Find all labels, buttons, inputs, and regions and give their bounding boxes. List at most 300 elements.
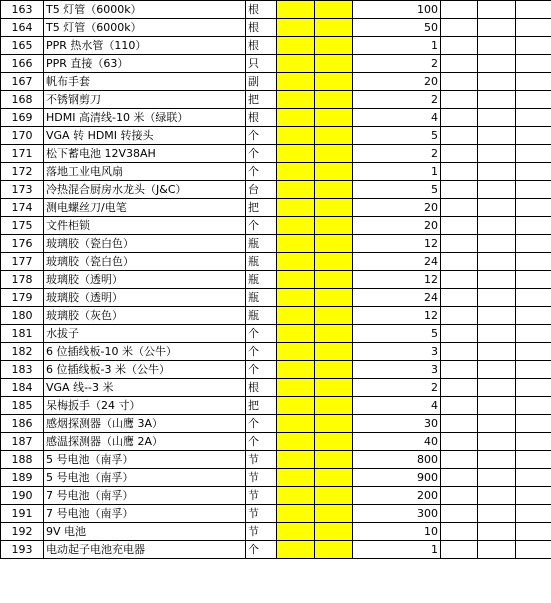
item-name-cell[interactable]: 松下蓄电池 12V38AH (44, 145, 246, 163)
empty-cell[interactable] (516, 217, 551, 235)
table-row (1, 415, 551, 433)
empty-cell[interactable] (516, 433, 551, 451)
highlight-cell[interactable] (315, 37, 353, 55)
row-number-cell[interactable]: 184 (1, 379, 44, 397)
row-number-cell[interactable]: 193 (1, 541, 44, 559)
unit-cell[interactable]: 节 (246, 505, 277, 523)
table-row (1, 361, 551, 379)
empty-cell[interactable] (441, 217, 478, 235)
empty-cell[interactable] (478, 487, 516, 505)
unit-cell[interactable]: 只 (246, 55, 277, 73)
row-number-cell[interactable]: 166 (1, 55, 44, 73)
highlight-cell[interactable] (277, 109, 315, 127)
empty-cell[interactable] (441, 361, 478, 379)
empty-cell[interactable] (516, 289, 551, 307)
item-name-cell[interactable]: 电动起子电池充电器 (44, 541, 246, 559)
table-row (1, 109, 551, 127)
unit-cell[interactable]: 根 (246, 109, 277, 127)
highlight-cell[interactable] (315, 127, 353, 145)
row-number-cell[interactable]: 173 (1, 181, 44, 199)
unit-cell[interactable]: 节 (246, 451, 277, 469)
highlight-cell[interactable] (315, 181, 353, 199)
item-name-cell[interactable]: 帆布手套 (44, 73, 246, 91)
empty-cell[interactable] (516, 361, 551, 379)
highlight-cell[interactable] (277, 181, 315, 199)
empty-cell[interactable] (441, 1, 478, 19)
table-row (1, 505, 551, 523)
empty-cell[interactable] (441, 73, 478, 91)
unit-cell[interactable]: 个 (246, 343, 277, 361)
item-name-cell[interactable]: 7 号电池（南孚） (44, 487, 246, 505)
row-number-cell[interactable]: 171 (1, 145, 44, 163)
item-name-cell[interactable]: 测电螺丝刀/电笔 (44, 199, 246, 217)
empty-cell[interactable] (478, 379, 516, 397)
highlight-cell[interactable] (277, 217, 315, 235)
highlight-cell[interactable] (277, 541, 315, 559)
empty-cell[interactable] (478, 109, 516, 127)
table-row (1, 253, 551, 271)
highlight-cell[interactable] (277, 253, 315, 271)
unit-cell[interactable]: 个 (246, 361, 277, 379)
item-name-cell[interactable]: 冷热混合厨房水龙头（J&C） (44, 181, 246, 199)
table-row (1, 397, 551, 415)
row-number-cell[interactable]: 164 (1, 19, 44, 37)
empty-cell[interactable] (478, 415, 516, 433)
item-name-cell[interactable]: VGA 线--3 米 (44, 379, 246, 397)
empty-cell[interactable] (478, 397, 516, 415)
quantity-cell[interactable]: 1 (353, 163, 441, 181)
quantity-cell[interactable]: 100 (353, 1, 441, 19)
empty-cell[interactable] (441, 181, 478, 199)
empty-cell[interactable] (478, 181, 516, 199)
quantity-cell[interactable]: 10 (353, 523, 441, 541)
empty-cell[interactable] (516, 523, 551, 541)
empty-cell[interactable] (516, 127, 551, 145)
highlight-cell[interactable] (277, 433, 315, 451)
row-number-cell[interactable]: 175 (1, 217, 44, 235)
empty-cell[interactable] (441, 19, 478, 37)
quantity-cell[interactable]: 2 (353, 145, 441, 163)
highlight-cell[interactable] (315, 433, 353, 451)
item-name-cell[interactable]: 水拔子 (44, 325, 246, 343)
highlight-cell[interactable] (277, 289, 315, 307)
unit-cell[interactable]: 根 (246, 37, 277, 55)
empty-cell[interactable] (478, 325, 516, 343)
highlight-cell[interactable] (277, 451, 315, 469)
empty-cell[interactable] (516, 253, 551, 271)
row-number-cell[interactable]: 185 (1, 397, 44, 415)
unit-cell[interactable]: 个 (246, 433, 277, 451)
empty-cell[interactable] (478, 361, 516, 379)
highlight-cell[interactable] (315, 541, 353, 559)
empty-cell[interactable] (478, 451, 516, 469)
empty-cell[interactable] (516, 325, 551, 343)
unit-cell[interactable]: 个 (246, 163, 277, 181)
quantity-cell[interactable]: 30 (353, 415, 441, 433)
empty-cell[interactable] (478, 253, 516, 271)
empty-cell[interactable] (516, 235, 551, 253)
row-number-cell[interactable]: 174 (1, 199, 44, 217)
empty-cell[interactable] (441, 505, 478, 523)
highlight-cell[interactable] (315, 289, 353, 307)
empty-cell[interactable] (516, 415, 551, 433)
highlight-cell[interactable] (277, 469, 315, 487)
item-name-cell[interactable]: 7 号电池（南孚） (44, 505, 246, 523)
empty-cell[interactable] (441, 415, 478, 433)
highlight-cell[interactable] (315, 523, 353, 541)
empty-cell[interactable] (478, 433, 516, 451)
highlight-cell[interactable] (277, 73, 315, 91)
highlight-cell[interactable] (277, 397, 315, 415)
empty-cell[interactable] (478, 541, 516, 559)
empty-cell[interactable] (441, 55, 478, 73)
empty-cell[interactable] (478, 235, 516, 253)
highlight-cell[interactable] (315, 73, 353, 91)
empty-cell[interactable] (478, 55, 516, 73)
empty-cell[interactable] (441, 343, 478, 361)
highlight-cell[interactable] (315, 19, 353, 37)
item-name-cell[interactable]: 落地工业电风扇 (44, 163, 246, 181)
row-number-cell[interactable]: 165 (1, 37, 44, 55)
quantity-cell[interactable]: 300 (353, 505, 441, 523)
row-number-cell[interactable]: 191 (1, 505, 44, 523)
empty-cell[interactable] (516, 379, 551, 397)
quantity-cell[interactable]: 24 (353, 289, 441, 307)
row-number-cell[interactable]: 187 (1, 433, 44, 451)
highlight-cell[interactable] (315, 109, 353, 127)
empty-cell[interactable] (516, 181, 551, 199)
quantity-cell[interactable]: 24 (353, 253, 441, 271)
empty-cell[interactable] (516, 307, 551, 325)
row-number-cell[interactable]: 192 (1, 523, 44, 541)
empty-cell[interactable] (478, 307, 516, 325)
empty-cell[interactable] (516, 343, 551, 361)
highlight-cell[interactable] (315, 235, 353, 253)
table-row (1, 37, 551, 55)
empty-cell[interactable] (516, 163, 551, 181)
item-name-cell[interactable]: 玻璃胶（灰色） (44, 307, 246, 325)
quantity-cell[interactable]: 5 (353, 325, 441, 343)
highlight-cell[interactable] (315, 397, 353, 415)
empty-cell[interactable] (478, 199, 516, 217)
empty-cell[interactable] (441, 271, 478, 289)
row-number-cell[interactable]: 168 (1, 91, 44, 109)
quantity-cell[interactable]: 40 (353, 433, 441, 451)
row-number-cell[interactable]: 188 (1, 451, 44, 469)
quantity-cell[interactable]: 1 (353, 37, 441, 55)
unit-cell[interactable]: 根 (246, 379, 277, 397)
quantity-cell[interactable]: 4 (353, 109, 441, 127)
empty-cell[interactable] (478, 73, 516, 91)
empty-cell[interactable] (516, 541, 551, 559)
highlight-cell[interactable] (315, 91, 353, 109)
quantity-cell[interactable]: 900 (353, 469, 441, 487)
table-row (1, 271, 551, 289)
quantity-cell[interactable]: 2 (353, 55, 441, 73)
empty-cell[interactable] (516, 19, 551, 37)
item-name-cell[interactable]: 感烟探测器（山鹰 3A） (44, 415, 246, 433)
empty-cell[interactable] (441, 397, 478, 415)
empty-cell[interactable] (478, 343, 516, 361)
empty-cell[interactable] (478, 163, 516, 181)
empty-cell[interactable] (478, 37, 516, 55)
unit-cell[interactable]: 根 (246, 19, 277, 37)
item-name-cell[interactable]: 不锈钢剪刀 (44, 91, 246, 109)
highlight-cell[interactable] (277, 145, 315, 163)
row-number-cell[interactable]: 180 (1, 307, 44, 325)
unit-cell[interactable]: 瓶 (246, 289, 277, 307)
row-number-cell[interactable]: 172 (1, 163, 44, 181)
quantity-cell[interactable]: 1 (353, 541, 441, 559)
empty-cell[interactable] (478, 523, 516, 541)
row-number-cell[interactable]: 163 (1, 1, 44, 19)
row-number-cell[interactable]: 167 (1, 73, 44, 91)
highlight-cell[interactable] (277, 415, 315, 433)
unit-cell[interactable]: 个 (246, 415, 277, 433)
table-row (1, 199, 551, 217)
highlight-cell[interactable] (277, 379, 315, 397)
empty-cell[interactable] (478, 289, 516, 307)
row-number-cell[interactable]: 170 (1, 127, 44, 145)
empty-cell[interactable] (441, 163, 478, 181)
item-name-cell[interactable]: 玻璃胶（透明） (44, 289, 246, 307)
table-row (1, 469, 551, 487)
quantity-cell[interactable]: 5 (353, 127, 441, 145)
empty-cell[interactable] (516, 91, 551, 109)
unit-cell[interactable]: 瓶 (246, 235, 277, 253)
highlight-cell[interactable] (315, 55, 353, 73)
highlight-cell[interactable] (315, 361, 353, 379)
empty-cell[interactable] (516, 1, 551, 19)
quantity-cell[interactable]: 12 (353, 271, 441, 289)
highlight-cell[interactable] (315, 325, 353, 343)
table-row (1, 289, 551, 307)
row-number-cell[interactable]: 186 (1, 415, 44, 433)
quantity-cell[interactable]: 12 (353, 307, 441, 325)
highlight-cell[interactable] (315, 145, 353, 163)
empty-cell[interactable] (441, 109, 478, 127)
empty-cell[interactable] (441, 325, 478, 343)
item-name-cell[interactable]: VGA 转 HDMI 转接头 (44, 127, 246, 145)
empty-cell[interactable] (516, 271, 551, 289)
empty-cell[interactable] (516, 55, 551, 73)
empty-cell[interactable] (478, 505, 516, 523)
empty-cell[interactable] (478, 217, 516, 235)
item-name-cell[interactable]: PPR 热水管（110） (44, 37, 246, 55)
item-name-cell[interactable]: HDMI 高清线-10 米（绿联） (44, 109, 246, 127)
quantity-cell[interactable]: 20 (353, 199, 441, 217)
table-row (1, 217, 551, 235)
empty-cell[interactable] (516, 73, 551, 91)
item-name-cell[interactable]: 文件柜锁 (44, 217, 246, 235)
empty-cell[interactable] (441, 145, 478, 163)
empty-cell[interactable] (516, 397, 551, 415)
unit-cell[interactable]: 瓶 (246, 307, 277, 325)
empty-cell[interactable] (478, 469, 516, 487)
item-name-cell[interactable]: 9V 电池 (44, 523, 246, 541)
highlight-cell[interactable] (277, 271, 315, 289)
empty-cell[interactable] (516, 451, 551, 469)
empty-cell[interactable] (441, 235, 478, 253)
highlight-cell[interactable] (315, 451, 353, 469)
empty-cell[interactable] (516, 505, 551, 523)
highlight-cell[interactable] (277, 235, 315, 253)
highlight-cell[interactable] (315, 343, 353, 361)
row-number-cell[interactable]: 183 (1, 361, 44, 379)
empty-cell[interactable] (516, 109, 551, 127)
empty-cell[interactable] (441, 379, 478, 397)
empty-cell[interactable] (441, 253, 478, 271)
highlight-cell[interactable] (277, 163, 315, 181)
empty-cell[interactable] (478, 145, 516, 163)
highlight-cell[interactable] (315, 199, 353, 217)
table-row (1, 55, 551, 73)
row-number-cell[interactable]: 190 (1, 487, 44, 505)
highlight-cell[interactable] (315, 253, 353, 271)
highlight-cell[interactable] (315, 271, 353, 289)
highlight-cell[interactable] (277, 19, 315, 37)
quantity-cell[interactable]: 50 (353, 19, 441, 37)
unit-cell[interactable]: 台 (246, 181, 277, 199)
highlight-cell[interactable] (277, 91, 315, 109)
highlight-cell[interactable] (277, 487, 315, 505)
highlight-cell[interactable] (277, 307, 315, 325)
unit-cell[interactable]: 把 (246, 397, 277, 415)
item-name-cell[interactable]: PPR 直接（63） (44, 55, 246, 73)
item-name-cell[interactable]: 玻璃胶（瓷白色） (44, 253, 246, 271)
unit-cell[interactable]: 节 (246, 469, 277, 487)
table-row (1, 487, 551, 505)
unit-cell[interactable]: 瓶 (246, 271, 277, 289)
empty-cell[interactable] (478, 1, 516, 19)
empty-cell[interactable] (441, 199, 478, 217)
row-number-cell[interactable]: 176 (1, 235, 44, 253)
unit-cell[interactable]: 个 (246, 145, 277, 163)
highlight-cell[interactable] (315, 163, 353, 181)
quantity-cell[interactable]: 5 (353, 181, 441, 199)
highlight-cell[interactable] (277, 361, 315, 379)
empty-cell[interactable] (478, 271, 516, 289)
item-name-cell[interactable]: T5 灯管（6000k） (44, 19, 246, 37)
table-row (1, 541, 551, 559)
unit-cell[interactable]: 个 (246, 217, 277, 235)
unit-cell[interactable]: 根 (246, 1, 277, 19)
empty-cell[interactable] (478, 127, 516, 145)
unit-cell[interactable]: 个 (246, 541, 277, 559)
empty-cell[interactable] (516, 145, 551, 163)
empty-cell[interactable] (478, 91, 516, 109)
highlight-cell[interactable] (315, 469, 353, 487)
quantity-cell[interactable]: 800 (353, 451, 441, 469)
unit-cell[interactable]: 个 (246, 325, 277, 343)
empty-cell[interactable] (478, 19, 516, 37)
empty-cell[interactable] (441, 307, 478, 325)
row-number-cell[interactable]: 189 (1, 469, 44, 487)
table-row (1, 145, 551, 163)
quantity-cell[interactable]: 200 (353, 487, 441, 505)
item-name-cell[interactable]: 5 号电池（南孚） (44, 451, 246, 469)
empty-cell[interactable] (441, 523, 478, 541)
unit-cell[interactable]: 瓶 (246, 253, 277, 271)
quantity-cell[interactable]: 2 (353, 379, 441, 397)
empty-cell[interactable] (441, 37, 478, 55)
row-number-cell[interactable]: 182 (1, 343, 44, 361)
quantity-cell[interactable]: 12 (353, 235, 441, 253)
empty-cell[interactable] (516, 199, 551, 217)
empty-cell[interactable] (441, 451, 478, 469)
quantity-cell[interactable]: 20 (353, 73, 441, 91)
quantity-cell[interactable]: 2 (353, 91, 441, 109)
unit-cell[interactable]: 把 (246, 91, 277, 109)
empty-cell[interactable] (441, 91, 478, 109)
highlight-cell[interactable] (277, 343, 315, 361)
item-name-cell[interactable]: 呆梅扳手（24 寸） (44, 397, 246, 415)
row-number-cell[interactable]: 181 (1, 325, 44, 343)
item-name-cell[interactable]: T5 灯管（6000k） (44, 1, 246, 19)
empty-cell[interactable] (441, 487, 478, 505)
highlight-cell[interactable] (315, 505, 353, 523)
highlight-cell[interactable] (315, 487, 353, 505)
row-number-cell[interactable]: 178 (1, 271, 44, 289)
table-row (1, 451, 551, 469)
item-name-cell[interactable]: 玻璃胶（透明） (44, 271, 246, 289)
table-row (1, 181, 551, 199)
empty-cell[interactable] (441, 541, 478, 559)
unit-cell[interactable]: 把 (246, 199, 277, 217)
highlight-cell[interactable] (315, 1, 353, 19)
unit-cell[interactable]: 节 (246, 523, 277, 541)
highlight-cell[interactable] (277, 1, 315, 19)
empty-cell[interactable] (441, 289, 478, 307)
empty-cell[interactable] (516, 37, 551, 55)
highlight-cell[interactable] (277, 325, 315, 343)
highlight-cell[interactable] (277, 55, 315, 73)
table-row (1, 235, 551, 253)
empty-cell[interactable] (516, 469, 551, 487)
unit-cell[interactable]: 个 (246, 127, 277, 145)
row-number-cell[interactable]: 179 (1, 289, 44, 307)
table-row (1, 163, 551, 181)
item-name-cell[interactable]: 6 位插线板-10 米（公牛） (44, 343, 246, 361)
row-number-cell[interactable]: 169 (1, 109, 44, 127)
quantity-cell[interactable]: 20 (353, 217, 441, 235)
empty-cell[interactable] (441, 433, 478, 451)
row-number-cell[interactable]: 177 (1, 253, 44, 271)
unit-cell[interactable]: 副 (246, 73, 277, 91)
quantity-cell[interactable]: 4 (353, 397, 441, 415)
highlight-cell[interactable] (277, 37, 315, 55)
unit-cell[interactable]: 节 (246, 487, 277, 505)
empty-cell[interactable] (516, 487, 551, 505)
quantity-cell[interactable]: 3 (353, 343, 441, 361)
highlight-cell[interactable] (315, 415, 353, 433)
item-name-cell[interactable]: 5 号电池（南孚） (44, 469, 246, 487)
highlight-cell[interactable] (315, 307, 353, 325)
table-row (1, 307, 551, 325)
empty-cell[interactable] (441, 127, 478, 145)
quantity-cell[interactable]: 3 (353, 361, 441, 379)
empty-cell[interactable] (441, 469, 478, 487)
item-name-cell[interactable]: 6 位插线板-3 米（公牛） (44, 361, 246, 379)
highlight-cell[interactable] (277, 505, 315, 523)
item-name-cell[interactable]: 玻璃胶（瓷白色） (44, 235, 246, 253)
highlight-cell[interactable] (277, 127, 315, 145)
highlight-cell[interactable] (315, 217, 353, 235)
highlight-cell[interactable] (277, 199, 315, 217)
highlight-cell[interactable] (277, 523, 315, 541)
item-name-cell[interactable]: 感温探测器（山鹰 2A） (44, 433, 246, 451)
highlight-cell[interactable] (315, 379, 353, 397)
